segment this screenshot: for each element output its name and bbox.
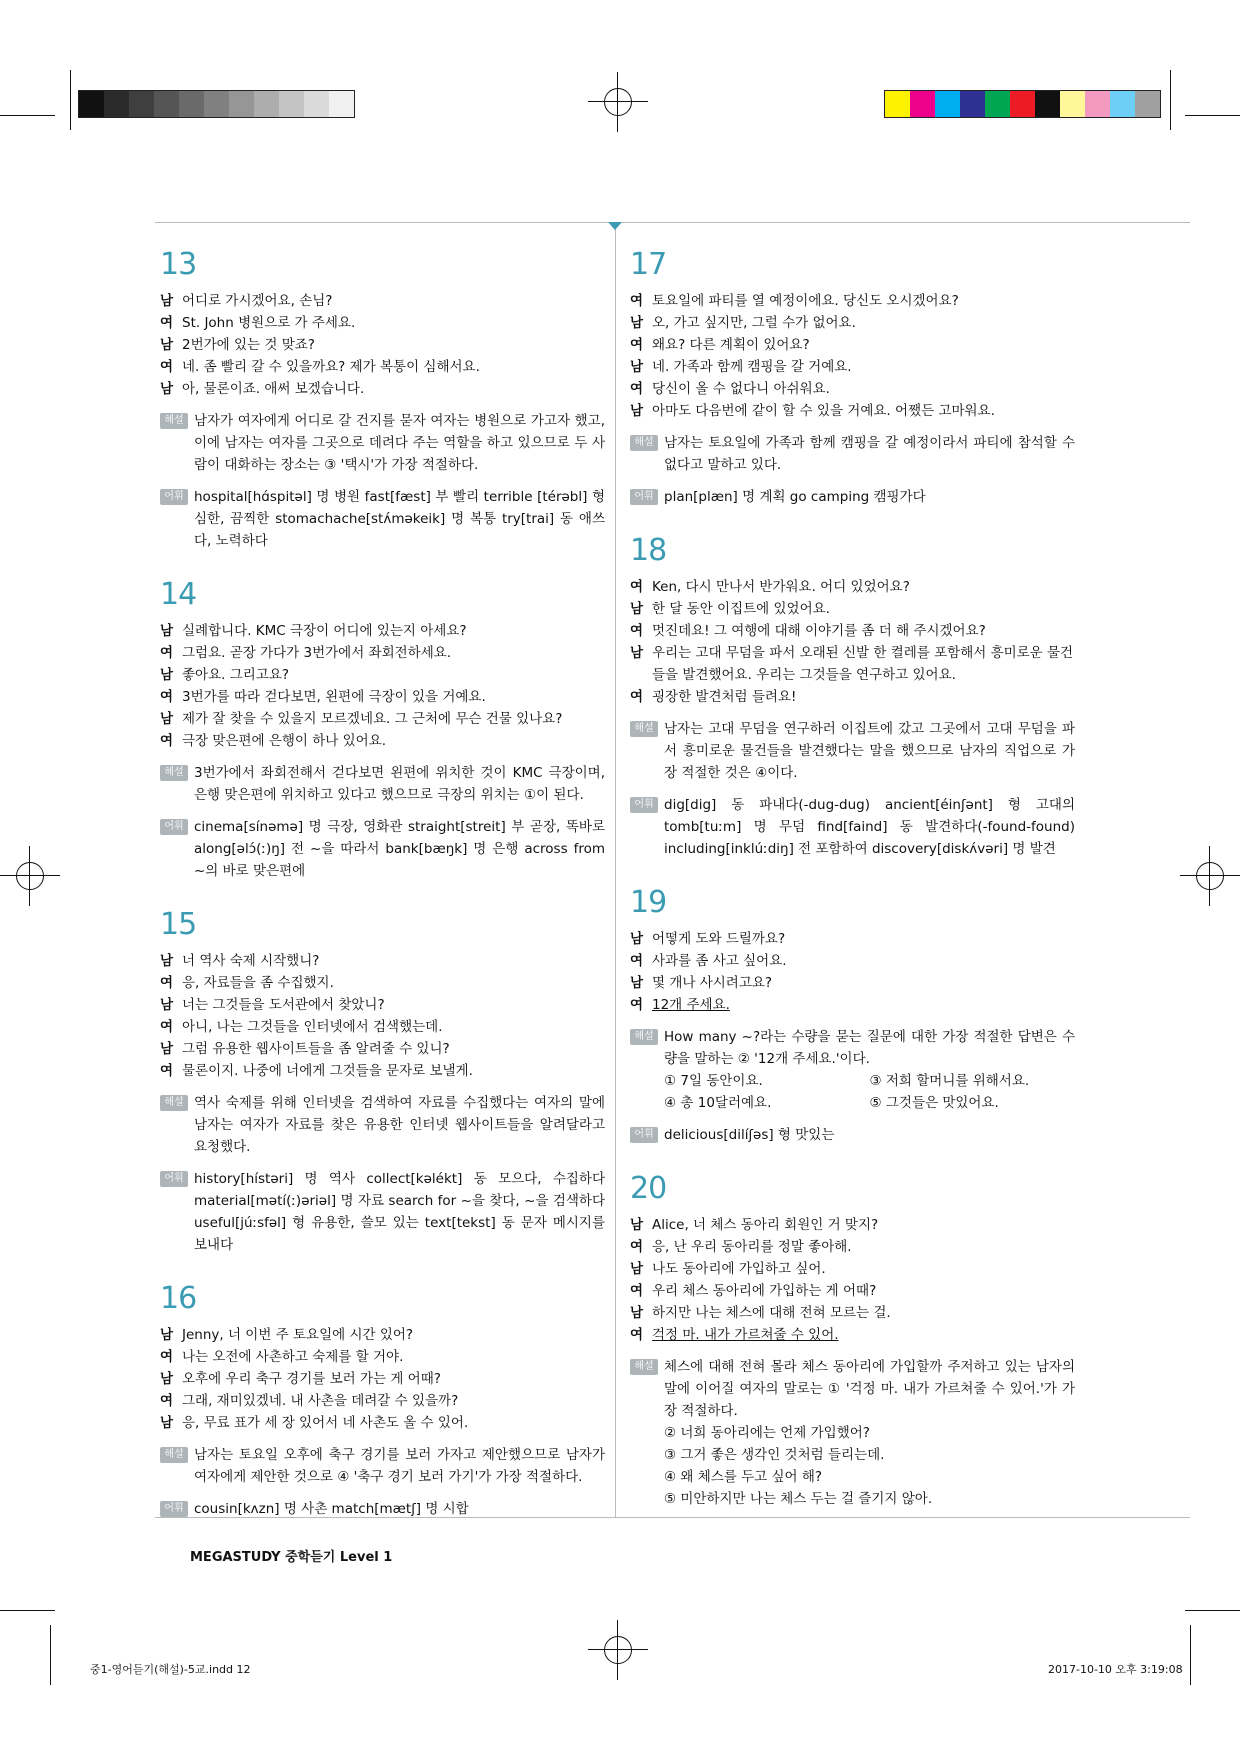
dialogue-text: 하지만 나는 체스에 대해 전혀 모르는 걸. [652, 1305, 891, 1321]
dialogue-text: 우리 체스 동아리에 가입하는 게 어때? [652, 1283, 877, 1299]
speaker-label: 여 [630, 337, 644, 353]
dialogue-text: 멋진데요! 그 여행에 대해 이야기를 좀 더 해 주시겠어요? [652, 623, 986, 639]
explain-tag: 해설 [160, 1095, 188, 1111]
color-swatch [304, 91, 329, 117]
explanation-text: How many ~?라는 수량을 묻는 질문에 대한 가장 적절한 답변은 수량을 말하는 ② '12개 주세요.'이다. [664, 1029, 1075, 1067]
footer-brand: MEGASTUDY 중학듣기 Level 1 [190, 1550, 393, 1565]
speaker-label: 여 [160, 733, 174, 749]
dialogue-text: 그럼 유용한 웹사이트들을 좀 알려줄 수 있니? [182, 1041, 450, 1057]
vocabulary [630, 1124, 1075, 1146]
question-block [160, 578, 605, 882]
question-number: 17 [630, 247, 667, 282]
speaker-label: 여 [630, 293, 644, 309]
speaker-label: 남 [630, 1217, 644, 1233]
speaker-label: 여 [160, 315, 174, 331]
dialogue-text: 당신이 올 수 없다니 아쉬워요. [652, 381, 830, 397]
crop-mark [1190, 1625, 1191, 1685]
dialogue-text: 좋아요. 그리고요? [182, 667, 290, 683]
dialogue-text: 한 달 동안 이집트에 있었어요. [652, 601, 830, 617]
answer-options [664, 1070, 1075, 1114]
explanation-body [194, 762, 605, 806]
dialogue-line [160, 1324, 605, 1346]
question-number: 14 [160, 577, 197, 612]
color-swatch [1060, 91, 1085, 117]
dialogue-text: 나도 동아리에 가입하고 싶어. [652, 1261, 826, 1277]
explanation-body [664, 1026, 1075, 1114]
footer-file: 중1-영어듣기(해설)-5교.indd 12 [90, 1663, 251, 1676]
speaker-label: 여 [630, 1283, 644, 1299]
question-block [160, 248, 605, 552]
question-number: 15 [160, 907, 197, 942]
explanation-text: 남자는 토요일에 가족과 함께 캠핑을 갈 예정이라서 파티에 참석할 수 없다고 말하고 있다. [664, 435, 1075, 473]
vocabulary-text: plan[plæn] 명 계획 go camping 캠핑가다 [664, 489, 926, 505]
dialogue-line [160, 730, 605, 752]
vocab-tag: 어휘 [630, 797, 658, 813]
speaker-label: 여 [160, 1349, 174, 1365]
dialogue-line [160, 686, 605, 708]
speaker-label: 남 [630, 315, 644, 331]
color-swatch [1110, 91, 1135, 117]
dialogue-line [160, 994, 605, 1016]
process-color-bar [884, 90, 1161, 118]
explanation [630, 718, 1075, 784]
dialogue-text: 아, 물론이죠. 애써 보겠습니다. [182, 381, 365, 397]
explanation-text: 남자는 고대 무덤을 연구하러 이집트에 갔고 그곳에서 고대 무덤을 파서 흥미로운 물건들을 발견했다는 말을 했으므로 남자의 직업으로 가장 적절한 것은 ④이다. [664, 721, 1075, 781]
dialogue-text: 그럼요. 곧장 가다가 3번가에서 좌회전하세요. [182, 645, 452, 661]
question-number: 18 [630, 533, 667, 568]
dialogue-line [160, 1368, 605, 1390]
dialogue-text: 그래, 재미있겠네. 내 사촌을 데려갈 수 있을까? [182, 1393, 459, 1409]
question-number: 20 [630, 1171, 667, 1206]
speaker-label: 남 [160, 667, 174, 683]
explain-tag: 해설 [630, 721, 658, 737]
question-block [630, 886, 1075, 1146]
dialogue-line [630, 598, 1075, 620]
dialogue-line [160, 642, 605, 664]
explanation-text: 역사 숙제를 위해 인터넷을 검색하여 자료를 수집했다는 여자의 말에 남자는 여자가 자료를 찾은 유용한 인터넷 웹사이트들을 알려달라고 요청했다. [194, 1095, 605, 1155]
dialogue-line [160, 1038, 605, 1060]
dialogue-line [630, 928, 1075, 950]
dialogue-line [160, 972, 605, 994]
dialogue-text: 어떻게 도와 드릴까요? [652, 931, 786, 947]
dialogue-text: St. John 병원으로 가 주세요. [182, 315, 356, 331]
crop-mark [1185, 1610, 1240, 1611]
speaker-label: 남 [160, 337, 174, 353]
vocabulary [160, 1498, 605, 1520]
vocabulary [160, 816, 605, 882]
dialogue-text: 제가 잘 찾을 수 있을지 모르겠네요. 그 근처에 무슨 건물 있나요? [182, 711, 563, 727]
question-number: 19 [630, 885, 667, 920]
speaker-label: 남 [630, 601, 644, 617]
dialogue-line [160, 950, 605, 972]
dialogue-text: 어디로 가시겠어요, 손님? [182, 293, 333, 309]
vocabulary-text: hospital[hɑ́spitəl] 명 병원 fast[fæst] 부 빨리 terrible [térəbl] 형 심한, 끔찍한 stomachache[stʌ́məkeik] 명 복통 try[trai] 동 애쓰다, 노력하다 [194, 489, 605, 549]
dialogue-line [160, 1412, 605, 1434]
explain-tag: 해설 [160, 1447, 188, 1463]
dialogue-line [630, 378, 1075, 400]
dialogue-line [630, 950, 1075, 972]
dialogue-line [160, 1060, 605, 1082]
dialogue-line [160, 290, 605, 312]
dialogue-text: 오후에 우리 축구 경기를 보러 가는 게 어때? [182, 1371, 441, 1387]
dialogue-line [160, 620, 605, 642]
question-number: 13 [160, 247, 197, 282]
vocab-tag: 어휘 [160, 489, 188, 505]
registration-mark-top [588, 72, 648, 132]
dialogue-text: 우리는 고대 무덤을 파서 오래된 신발 한 켤레를 포함해서 흥미로운 물건들을 발견했어요. 우리는 그것들을 연구하고 있어요. [652, 645, 1074, 683]
question-block [160, 908, 605, 1256]
explanation-text: 3번가에서 좌회전해서 걷다보면 왼편에 위치한 것이 KMC 극장이며, 은행 맞은편에 위치하고 있다고 했으므로 극장의 위치는 ①이 된다. [194, 765, 605, 803]
dialogue-text: 아니, 나는 그것들을 인터넷에서 검색했는데. [182, 1019, 443, 1035]
vocab-tag: 어휘 [160, 1171, 188, 1187]
speaker-label: 남 [160, 293, 174, 309]
dialogue-line [160, 1346, 605, 1368]
dialogue-line [630, 334, 1075, 356]
speaker-label: 여 [630, 1327, 644, 1343]
speaker-label: 남 [630, 931, 644, 947]
explanation-body [194, 1092, 605, 1158]
speaker-label: 남 [630, 975, 644, 991]
crop-mark [70, 70, 71, 130]
dialogue-line [160, 334, 605, 356]
dialogue-text: 실례합니다. KMC 극장이 어디에 있는지 아세요? [182, 623, 467, 639]
dialogue-text: 몇 개나 사시려고요? [652, 975, 773, 991]
speaker-label: 남 [160, 623, 174, 639]
explain-tag: 해설 [160, 413, 188, 429]
dialogue-line [630, 1324, 1075, 1346]
explain-tag: 해설 [630, 1359, 658, 1375]
dialogue-text: 네. 좀 빨리 갈 수 있을까요? 제가 복통이 심해서요. [182, 359, 480, 375]
dialogue-text: Jenny, 너 이번 주 토요일에 시간 있어? [182, 1327, 414, 1343]
dialogue-text: 2번가에 있는 것 맞죠? [182, 337, 315, 353]
dialogue-text: 오, 가고 싶지만, 그럴 수가 없어요. [652, 315, 856, 331]
speaker-label: 여 [160, 975, 174, 991]
dialogue-line [160, 356, 605, 378]
color-swatch [129, 91, 154, 117]
crop-mark [0, 1610, 55, 1611]
speaker-label: 남 [160, 1415, 174, 1431]
dialogue-line [160, 312, 605, 334]
speaker-label: 여 [630, 1239, 644, 1255]
crop-mark [1170, 70, 1171, 130]
explanation [160, 1092, 605, 1158]
dialogue-line [630, 972, 1075, 994]
question-number: 16 [160, 1281, 197, 1316]
answer-option: ④ 왜 체스를 두고 싶어 해? [664, 1469, 823, 1485]
explanation-body [664, 1356, 1075, 1510]
dialogue-line [160, 664, 605, 686]
vocabulary-text: delicious[dilíʃəs] 형 맛있는 [664, 1127, 835, 1143]
dialogue-text: 3번가를 따라 걷다보면, 왼편에 극장이 있을 거예요. [182, 689, 486, 705]
speaker-label: 남 [160, 1327, 174, 1343]
crop-mark [50, 1625, 51, 1685]
explain-tag: 해설 [630, 1029, 658, 1045]
explain-tag: 해설 [630, 435, 658, 451]
explanation [160, 1444, 605, 1488]
dialogue-text: 굉장한 발견처럼 들려요! [652, 689, 797, 705]
explanation-text: 남자는 토요일 오후에 축구 경기를 보러 가자고 제안했으므로 남자가 여자에게 제안한 것으로 ④ '축구 경기 보러 가기'가 가장 적절하다. [194, 1447, 605, 1485]
dialogue-line [160, 378, 605, 400]
left-column [160, 248, 605, 1542]
vocab-tag: 어휘 [160, 819, 188, 835]
dialogue-line [630, 312, 1075, 334]
vocabulary-text: history[hístəri] 명 역사 collect[kəlékt] 동 모으다, 수집하다 material[mətí(ː)əriəl] 명 자료 search for ~을 찾다, ~을 검색하다 useful[júːsfəl] 형 유용한, 쓸모 있는 text[tekst] 동 문자 메시지를 보내다 [194, 1171, 605, 1253]
dialogue-line [630, 1280, 1075, 1302]
dialogue-line [160, 1016, 605, 1038]
color-swatch [229, 91, 254, 117]
dialogue-text: 토요일에 파티를 열 예정이에요. 당신도 오시겠어요? [652, 293, 959, 309]
color-swatch [1085, 91, 1110, 117]
speaker-label: 남 [630, 645, 644, 661]
speaker-label: 여 [160, 645, 174, 661]
dialogue-line [630, 1236, 1075, 1258]
speaker-label: 남 [160, 1041, 174, 1057]
vocabulary-text: dig[dig] 동 파내다(-dug-dug) ancient[éinʃənt] 형 고대의 tomb[tuːm] 명 무덤 find[faind] 동 발견하다(-found-found) including[inklúːdiŋ] 전 포함하여 discovery[diskʌ́vəri] 명 발견 [664, 797, 1075, 857]
dialogue-line [630, 686, 1075, 708]
vocab-tag: 어휘 [630, 489, 658, 505]
color-swatch [960, 91, 985, 117]
speaker-label: 남 [630, 1305, 644, 1321]
dialogue-line [160, 1390, 605, 1412]
dialogue-text: 네. 가족과 함께 캠핑을 갈 거예요. [652, 359, 852, 375]
explanation [160, 410, 605, 476]
speaker-label: 여 [630, 953, 644, 969]
explanation-body [194, 410, 605, 476]
color-swatch [985, 91, 1010, 117]
question-block [630, 1172, 1075, 1510]
answer-option: ② 너희 동아리에는 언제 가입했어? [664, 1425, 870, 1441]
color-swatch [179, 91, 204, 117]
speaker-label: 남 [160, 381, 174, 397]
speaker-label: 남 [160, 997, 174, 1013]
dialogue-line [630, 1258, 1075, 1280]
vocabulary [160, 486, 605, 552]
color-swatch [1035, 91, 1060, 117]
answer-option: ④ 총 10달러예요. [664, 1095, 772, 1111]
dialogue-line [160, 708, 605, 730]
color-swatch [885, 91, 910, 117]
speaker-label: 여 [630, 579, 644, 595]
color-swatch [79, 91, 104, 117]
dialogue-text: 응, 무료 표가 세 장 있어서 네 사촌도 올 수 있어. [182, 1415, 469, 1431]
dialogue-line [630, 356, 1075, 378]
dialogue-line [630, 1302, 1075, 1324]
dialogue-line [630, 400, 1075, 422]
explanation [630, 1356, 1075, 1510]
dialogue-text: 응, 자료들을 좀 수집했지. [182, 975, 334, 991]
vocab-tag: 어휘 [160, 1501, 188, 1517]
dialogue-line [630, 1214, 1075, 1236]
explanation-text: 체스에 대해 전혀 몰라 체스 동아리에 가입할까 주저하고 있는 남자의 말에 이어질 여자의 말로는 ① '걱정 마. 내가 가르쳐줄 수 있어.'가 가장 적절하다. [664, 1359, 1075, 1419]
speaker-label: 여 [630, 623, 644, 639]
crop-mark [0, 115, 55, 116]
registration-mark-right [1180, 846, 1240, 906]
dialogue-text: Ken, 다시 만나서 반가워요. 어디 있었어요? [652, 579, 910, 595]
dialogue-text: 12개 주세요. [652, 997, 730, 1013]
speaker-label: 남 [160, 711, 174, 727]
speaker-label: 남 [630, 403, 644, 419]
question-block [630, 534, 1075, 860]
explanation [630, 1026, 1075, 1114]
speaker-label: 여 [630, 381, 644, 397]
dialogue-text: 왜요? 다른 계획이 있어요? [652, 337, 810, 353]
dialogue-text: 극장 맞은편에 은행이 하나 있어요. [182, 733, 387, 749]
dialogue-text: 너 역사 숙제 시작했니? [182, 953, 320, 969]
color-swatch [279, 91, 304, 117]
question-block [630, 248, 1075, 508]
explanation [160, 762, 605, 806]
dialogue-text: 나는 오전에 사촌하고 숙제를 할 거야. [182, 1349, 404, 1365]
color-swatch [204, 91, 229, 117]
header-rule [155, 222, 1190, 223]
speaker-label: 여 [160, 689, 174, 705]
dialogue-text: 너는 그것들을 도서관에서 찾았니? [182, 997, 385, 1013]
color-swatch [329, 91, 354, 117]
color-swatch [910, 91, 935, 117]
dialogue-line [630, 994, 1075, 1016]
dialogue-text: 아마도 다음번에 같이 할 수 있을 거예요. 어쨌든 고마워요. [652, 403, 995, 419]
speaker-label: 남 [630, 1261, 644, 1277]
dialogue-text: 응, 난 우리 동아리를 정말 좋아해. [652, 1239, 852, 1255]
dialogue-text: Alice, 너 체스 동아리 회원인 거 맞지? [652, 1217, 879, 1233]
speaker-label: 남 [630, 359, 644, 375]
vocabulary-text: cinema[sínəmə] 명 극장, 영화관 straight[streit] 부 곧장, 똑바로 along[əlɔ́(ː)ŋ] 전 ~을 따라서 bank[bæŋk] 명 은행 across from ~의 바로 맞은편에 [194, 819, 605, 879]
dialogue-text: 걱정 마. 내가 가르쳐줄 수 있어. [652, 1327, 839, 1343]
dialogue-line [630, 576, 1075, 598]
dialogue-text: 사과를 좀 사고 싶어요. [652, 953, 787, 969]
divider-triangle [608, 222, 622, 230]
answer-option: ⑤ 미안하지만 나는 체스 두는 걸 즐기지 않아. [664, 1491, 933, 1507]
speaker-label: 남 [160, 1371, 174, 1387]
answer-option: ③ 저희 할머니를 위해서요. [869, 1073, 1030, 1089]
right-column [630, 248, 1075, 1532]
answer-option: ⑤ 그것들은 맛있어요. [869, 1095, 999, 1111]
footer-timestamp: 2017-10-10 오후 3:19:08 [1048, 1663, 1183, 1676]
answer-option: ① 7일 동안이요. [664, 1073, 763, 1089]
color-swatch [1010, 91, 1035, 117]
color-swatch [254, 91, 279, 117]
registration-mark-left [0, 846, 60, 906]
speaker-label: 여 [630, 997, 644, 1013]
crop-mark [1185, 115, 1240, 116]
speaker-label: 여 [160, 359, 174, 375]
grayscale-color-bar [78, 90, 355, 118]
dialogue-line [630, 642, 1075, 686]
dialogue-text: 물론이지. 나중에 너에게 그것들을 문자로 보낼게. [182, 1063, 473, 1079]
vocabulary [630, 794, 1075, 860]
explanation [630, 432, 1075, 476]
color-swatch [154, 91, 179, 117]
dialogue-line [630, 620, 1075, 642]
vocabulary [630, 486, 1075, 508]
color-swatch [935, 91, 960, 117]
explanation-body [664, 432, 1075, 476]
dialogue-line [630, 290, 1075, 312]
explain-tag: 해설 [160, 765, 188, 781]
color-swatch [104, 91, 129, 117]
answer-option: ③ 그거 좋은 생각인 것처럼 들리는데. [664, 1447, 885, 1463]
vocabulary [160, 1168, 605, 1256]
color-swatch [1135, 91, 1160, 117]
question-block [160, 1282, 605, 1520]
column-divider [615, 222, 616, 1517]
explanation-text: 남자가 여자에게 어디로 갈 건지를 묻자 여자는 병원으로 가고자 했고, 이에 남자는 여자를 그곳으로 데려다 주는 역할을 하고 있으므로 두 사람이 대화하는 장소는 ③ '택시'가 가장 적절하다. [194, 413, 605, 473]
registration-mark-bottom [588, 1620, 648, 1680]
speaker-label: 여 [160, 1393, 174, 1409]
vocabulary-text: cousin[kʌzn] 명 사촌 match[mætʃ] 명 시합 [194, 1501, 469, 1517]
speaker-label: 여 [160, 1063, 174, 1079]
speaker-label: 여 [630, 689, 644, 705]
explanation-body [664, 718, 1075, 784]
speaker-label: 여 [160, 1019, 174, 1035]
speaker-label: 남 [160, 953, 174, 969]
explanation-body [194, 1444, 605, 1488]
vocab-tag: 어휘 [630, 1127, 658, 1143]
